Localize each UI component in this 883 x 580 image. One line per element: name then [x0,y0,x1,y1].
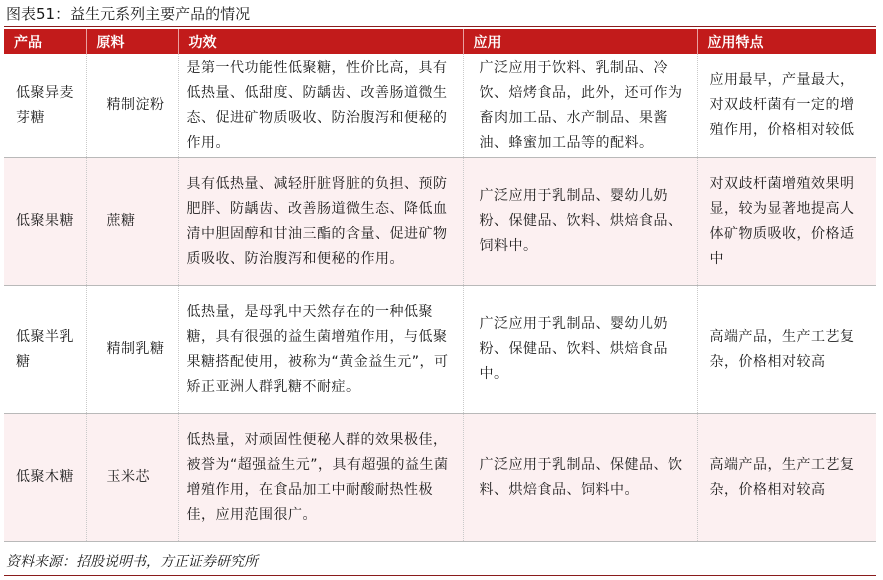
application-features: 高端产品，生产工艺复杂，价格相对较高 [697,286,876,414]
raw-material: 玉米芯 [86,414,178,542]
table-row [4,54,876,158]
table-row [4,158,876,286]
product-name: 低聚半乳糖 [4,286,86,414]
figure-title: 图表51：益生元系列主要产品的情况 [6,5,251,23]
product-application: 广泛应用于乳制品、婴幼儿奶粉、保健品、饮料、烘焙食品、饲料中。 [463,158,697,286]
application-features: 高端产品，生产工艺复杂，价格相对较高 [697,414,876,542]
product-name: 低聚异麦芽糖 [4,54,86,158]
bottom-rule [4,575,876,576]
header-raw-material: 原料 [86,29,178,54]
raw-material: 精制乳糖 [86,286,178,414]
table-header-row [4,29,876,54]
application-features: 应用最早，产量最大，对双歧杆菌有一定的增殖作用，价格相对较低 [697,54,876,158]
product-application: 广泛应用于乳制品、婴幼儿奶粉、保健品、饮料、烘焙食品中。 [463,286,697,414]
header-product: 产品 [4,29,86,54]
product-effect: 低热量，是母乳中天然存在的一种低聚糖，具有很强的益生菌增殖作用，与低聚果糖搭配使用，被称为“黄金益生元”，可矫正亚洲人群乳糖不耐症。 [178,286,463,414]
source-note: 资料来源：招股说明书，方正证券研究所 [6,554,258,570]
product-effect: 低热量，对顽固性便秘人群的效果极佳，被誉为“超强益生元”，具有超强的益生菌增殖作用，在食品加工中耐酸耐热性极佳，应用范围很广。 [178,414,463,542]
product-effect: 是第一代功能性低聚糖，性价比高，具有低热量、低甜度、防龋齿、改善肠道微生态、促进矿物质吸收、防治腹泻和便秘的作用。 [178,54,463,158]
table-row [4,286,876,414]
table-row [4,414,876,542]
product-application: 广泛应用于乳制品、保健品、饮料、烘焙食品、饲料中。 [463,414,697,542]
raw-material: 蔗糖 [86,158,178,286]
title-rule [4,26,876,27]
product-effect: 具有低热量、减轻肝脏肾脏的负担、预防肥胖、防龋齿、改善肠道微生态、降低血清中胆固醇和甘油三酯的含量、促进矿物质吸收、防治腹泻和便秘的作用。 [178,158,463,286]
header-application: 应用 [463,29,697,54]
header-effect: 功效 [178,29,463,54]
raw-material: 精制淀粉 [86,54,178,158]
header-application-features: 应用特点 [697,29,876,54]
product-name: 低聚果糖 [4,158,86,286]
product-application: 广泛应用于饮料、乳制品、冷饮、焙烤食品，此外，还可作为畜肉加工品、水产制品、果酱油、蜂蜜加工品等的配料。 [463,54,697,158]
prebiotic-products-table [4,29,876,542]
product-name: 低聚木糖 [4,414,86,542]
application-features: 对双歧杆菌增殖效果明显，较为显著地提高人体矿物质吸收，价格适中 [697,158,876,286]
